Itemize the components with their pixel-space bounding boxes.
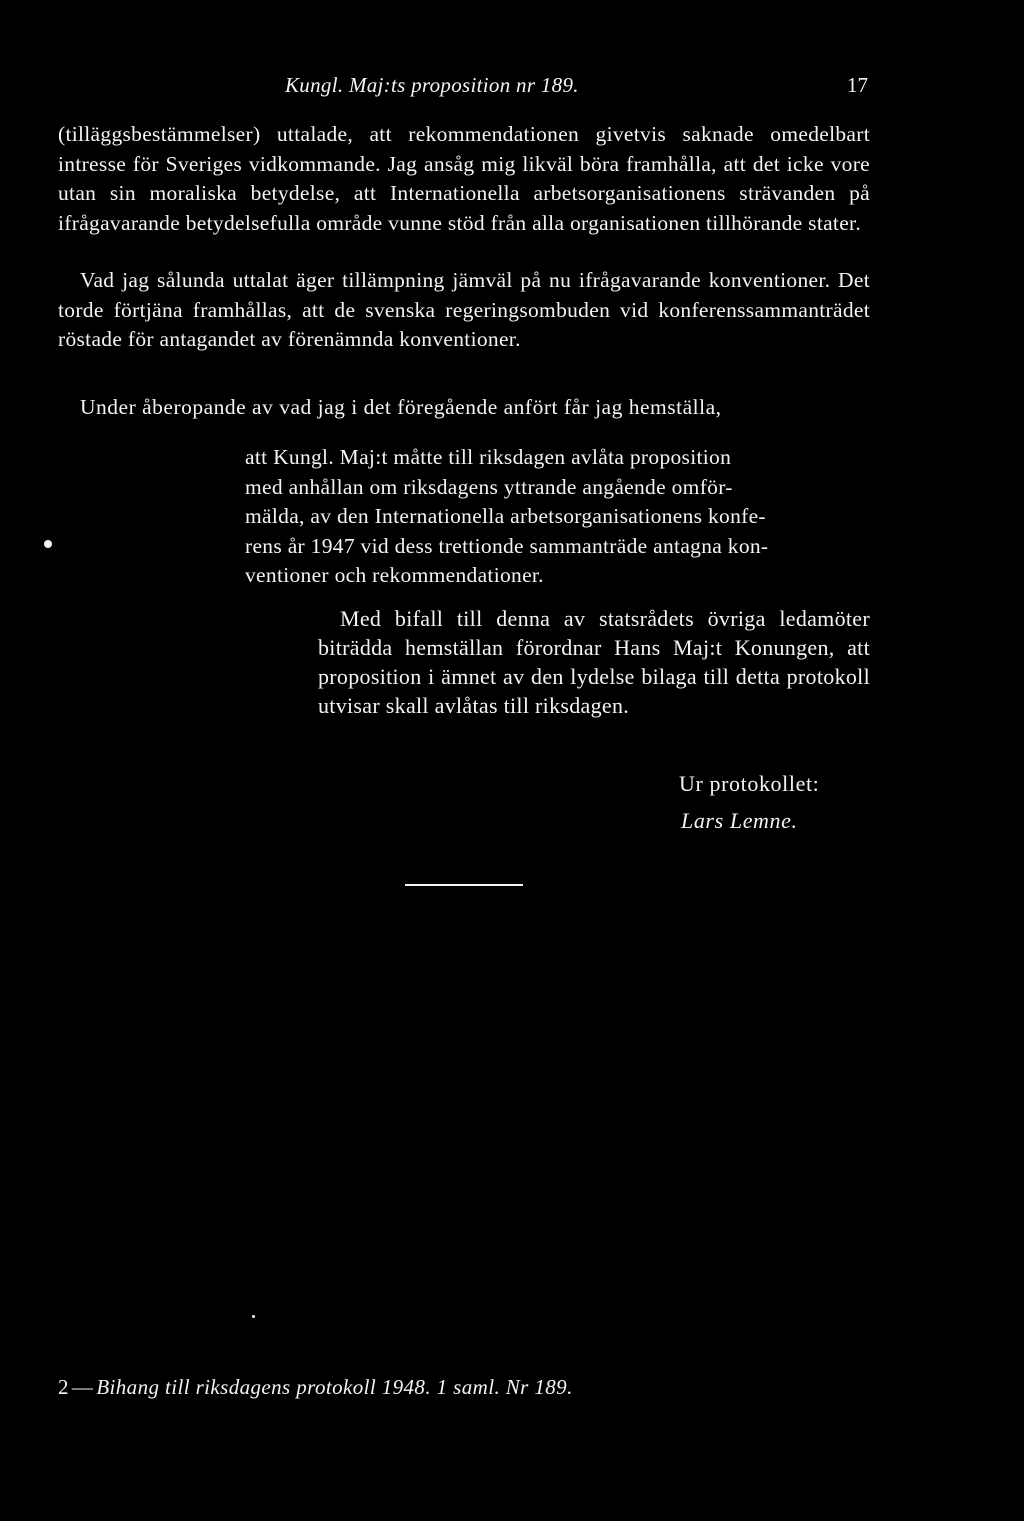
signature-name: Lars Lemne. [681,808,798,833]
footnote-number: 2 [58,1375,69,1399]
footnote [58,1375,573,1400]
margin-mark [44,540,52,548]
running-title: Kungl. Maj:ts proposition nr 189. [285,73,579,97]
footnote-text: Bihang till riksdagens protokoll 1948. 1 saml. Nr 189. [96,1375,573,1399]
proposal-line: att Kungl. Maj:t måtte till riksdagen avlåta proposition [245,445,732,469]
proposal-line: mälda, av den Internationella arbetsorganisationens konfe- [245,504,766,529]
proposal-line: ventioner och rekommendationer. [245,563,544,588]
proposal-line: med anhållan om riksdagens yttrande angående omför- [245,474,733,499]
body-paragraph-1: (tilläggsbestämmelser) uttalade, att rekommendationen givetvis saknade omedelbart intresse för Sveriges vidkommande. Jag ansåg mig likväl böra framhålla, att det icke vore utan sin moraliska betydelse, att Internationella arbetsorganisationens strävanden på ifrågavarande betydelsefulla område vunne stöd från alla organisationen tillhörande stater. [58,122,870,235]
body-paragraph-3: Under åberopande av vad jag i det föregående anfört får jag hemställa, [80,395,722,419]
page-number: 17 [847,73,868,97]
signature-label: Ur protokollet: [679,771,820,796]
divider-rule [405,884,523,886]
print-speck [252,1315,255,1318]
footnote-separator: — [71,1375,94,1399]
proposal-block [245,443,869,591]
body-paragraph-2: Vad jag sålunda uttalat äger tillämpning jämväl på nu ifrågavarande konventioner. Det torde förtjäna framhållas, att de svenska regeringsombuden vid konferenssammanträdet röstade för antagandet av förenämnda konventioner. [58,268,870,352]
decision-paragraph: Med bifall till denna av statsrådets övriga ledamöter biträdda hemställan förordnar Hans Maj:t Konungen, att proposition i ämnet av den lydelse bilaga till detta protokoll utvisar skall avlåtas till riksdagen. [318,606,870,718]
proposal-line: rens år 1947 vid dess trettionde sammanträde antagna kon- [245,533,769,558]
